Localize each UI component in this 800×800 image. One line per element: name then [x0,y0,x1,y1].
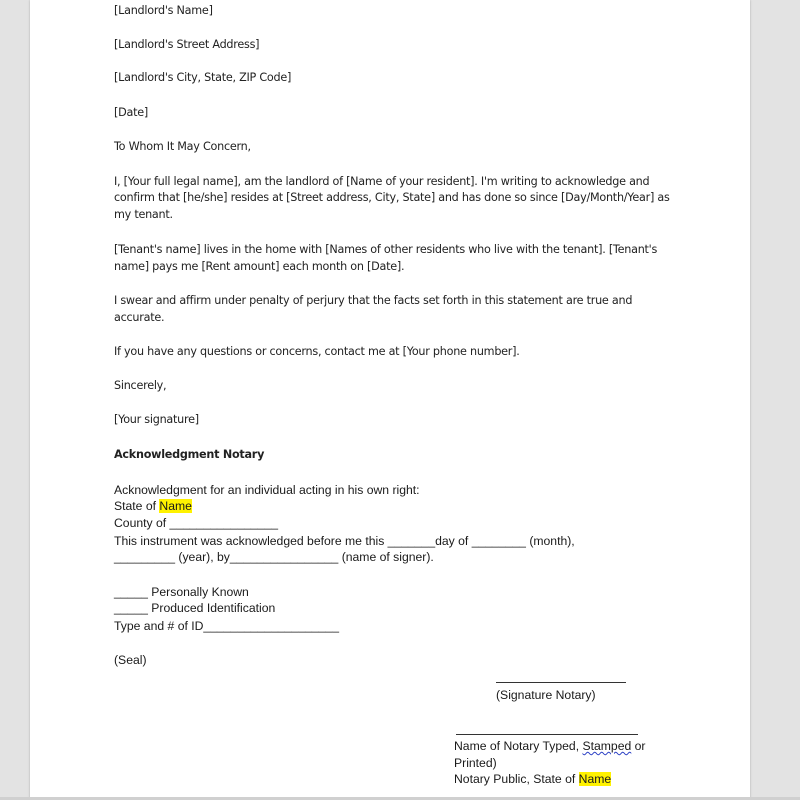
signature-notary-rule [496,682,626,683]
paragraph-1-line: confirm that [he/she] resides at [Street address, City, State] and has done so since [Day/Month/Year] as [114,191,670,204]
notary-intro: Acknowledgment for an individual acting in his own right: [114,483,420,497]
personally-known: _____ Personally Known [114,585,249,599]
paragraph-3-line: I swear and affirm under penalty of perjury that the facts set forth in this statement are true and [114,294,633,307]
notary-state-line [114,499,192,513]
seal: (Seal) [114,653,147,667]
paragraph-4: If you have any questions or concerns, contact me at [Your phone number]. [114,345,520,358]
notary-name-typed-c: or [631,739,646,753]
notary-name-typed-b: Stamped [582,739,632,753]
notary-public-value: Name [578,772,612,786]
closing: Sincerely, [114,379,167,392]
landlord-name: [Landlord's Name] [114,4,213,17]
notary-state-label: State of [114,499,160,513]
salutation: To Whom It May Concern, [114,140,251,153]
notary-instrument-line-1: This instrument was acknowledged before me this _______day of ________ (month), [114,534,575,548]
notary-instrument-line-2: _________ (year), by________________ (name of signer). [114,550,434,564]
paragraph-3-line: accurate. [114,311,165,324]
notary-printed: Printed) [454,756,497,770]
letter-date: [Date] [114,106,148,119]
notary-name-rule [456,734,638,735]
notary-public-line [454,772,611,786]
paragraph-2-line: name] pays me [Rent amount] each month on [Date]. [114,260,405,273]
type-of-id: Type and # of ID____________________ [114,619,339,633]
landlord-street: [Landlord's Street Address] [114,38,260,51]
document-page [30,0,750,800]
notary-name-typed-a: Name of Notary Typed, [454,739,583,753]
landlord-city: [Landlord's City, State, ZIP Code] [114,71,292,84]
notary-heading: Acknowledgment Notary [114,448,265,461]
notary-name-typed [454,739,646,753]
produced-identification: _____ Produced Identification [114,601,276,615]
signature-notary-label: (Signature Notary) [496,688,596,702]
notary-public-label: Notary Public, State of [454,772,579,786]
notary-state-value: Name [159,499,192,513]
your-signature: [Your signature] [114,413,199,426]
paragraph-1-line: my tenant. [114,208,173,221]
notary-county: County of ________________ [114,516,279,530]
paragraph-1-line: I, [Your full legal name], am the landlord of [Name of your resident]. I'm writing to acknowledge and [114,175,650,188]
paragraph-2-line: [Tenant's name] lives in the home with [Names of other residents who live with the tenant]. [Tenant's [114,243,658,256]
